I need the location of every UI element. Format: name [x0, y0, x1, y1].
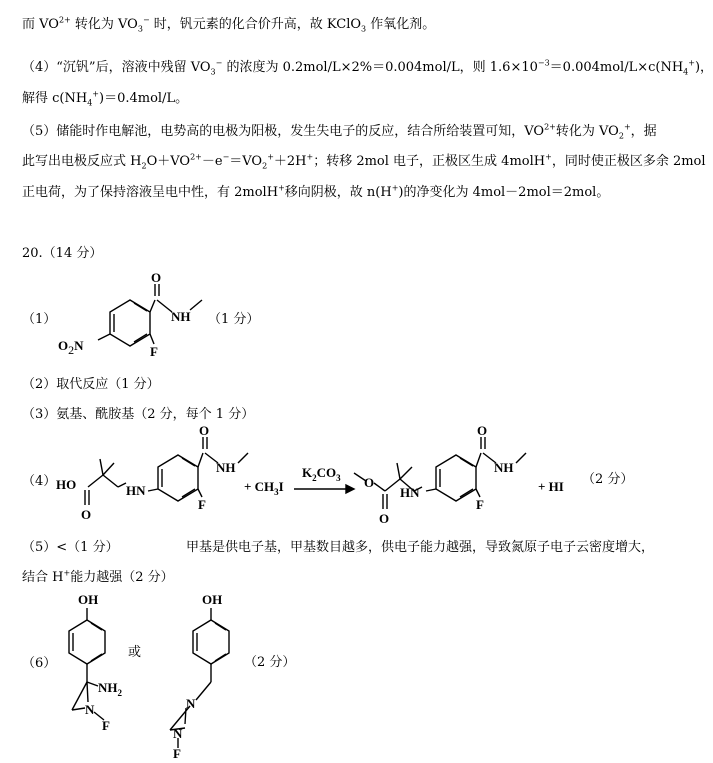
- plus-hi: + HI: [538, 479, 564, 494]
- atom-f-b: F: [173, 746, 181, 761]
- atom-nh-amide: NH: [216, 460, 236, 475]
- atom-oh-a: OH: [78, 592, 99, 607]
- svg-text:+ CH3I: + $CH_3I$: [244, 479, 284, 497]
- q1-score: （1 分）: [208, 312, 260, 327]
- atom-f-reactant: F: [198, 497, 206, 512]
- atom-oh-b: OH: [202, 592, 223, 607]
- atom-n-b-bottom: N: [173, 726, 183, 741]
- atom-n-a: N: [85, 702, 95, 717]
- q5-explanation-cont: 结合 H+能力越强（2 分）: [22, 568, 174, 585]
- text-line-5: 此写出电极反应式 $H_2O+VO^{2+}-e^-=VO_2^++2H^+$；转移 2mol 电子，正极区生成 4molH+，同时使正极区多余 2mol: [22, 152, 706, 171]
- atom-hn-product: HN: [400, 485, 420, 500]
- text-line-3: 解得 $c(NH_4^+)=0.4mol/L$。: [22, 89, 189, 108]
- q1-label: （1）: [22, 312, 57, 327]
- svg-text:O2N: O2N: [58, 338, 84, 357]
- text-line-2: （4）“沉钒”后，溶液中残留 $VO_3^-$ 的浓度为 0.2mol/L×2%＝0.004mol/L，则 $1.6\times 10^{-3}=0.004mol/L\times c(NH_4^+)$，: [22, 58, 713, 77]
- atom-o-ester: O: [364, 475, 375, 490]
- q5-explanation: 甲基是供电子基，甲基数目越多，供电子能力越强，导致氮原子电子云密度增大，: [186, 540, 655, 555]
- reaction-q4: [48, 425, 648, 530]
- atom-nh2: $NH_2$: [98, 680, 122, 698]
- svg-text:K2CO3: $K_2CO_3$: [302, 465, 341, 483]
- structure-q6-b: [160, 590, 250, 760]
- atom-hn: HN: [126, 483, 146, 498]
- atom-nh: NH: [171, 309, 191, 324]
- q6-label: （6）: [22, 656, 57, 671]
- atom-o-amide: O: [199, 423, 210, 438]
- atom-o-ester-carbonyl: O: [379, 511, 390, 526]
- atom-n-b-top: N: [186, 696, 196, 711]
- text-line-4: （5）储能时作电解池，电势高的电极为阳极，发生失电子的反应，结合所给装置可知，$VO^{2+}$转化为 $VO_2^+$，据: [22, 122, 657, 141]
- q6-score: （2 分）: [244, 655, 296, 670]
- atom-nh-product: NH: [494, 460, 514, 475]
- atom-o-carbonyl: O: [81, 507, 92, 522]
- text-line-1: 而 $VO^{2+}$ 转化为 $VO_3^-$ 时，钒元素的化合价升高，故 KClO$_3$ 作氧化剂。: [22, 15, 436, 34]
- q4-label: （4）: [22, 474, 57, 489]
- q2-answer: （2）取代反应（1 分）: [22, 377, 160, 392]
- atom-ho: HO: [56, 477, 77, 492]
- atom-o: O: [151, 270, 162, 285]
- atom-o-product: O: [477, 423, 488, 438]
- q3-answer: （3）氨基、酰胺基（2 分，每个 1 分）: [22, 407, 255, 422]
- atom-f: F: [150, 344, 158, 359]
- q6-or: 或: [128, 645, 142, 660]
- atom-f-a: F: [102, 718, 110, 733]
- text-line-6: 正电荷，为了保持溶液呈电中性，有 2molH+移向阴极，故 n(H+)的净变化为 4mol－2mol＝2mol。: [22, 183, 610, 200]
- atom-o2n-o: O: [58, 338, 69, 353]
- question-20-heading: 20.（14 分）: [22, 246, 103, 261]
- atom-f-product: F: [476, 497, 484, 512]
- q5-answer: （5）<（1 分）: [22, 540, 119, 555]
- q4-score: （2 分）: [582, 472, 634, 487]
- structure-q6-a: [52, 590, 142, 760]
